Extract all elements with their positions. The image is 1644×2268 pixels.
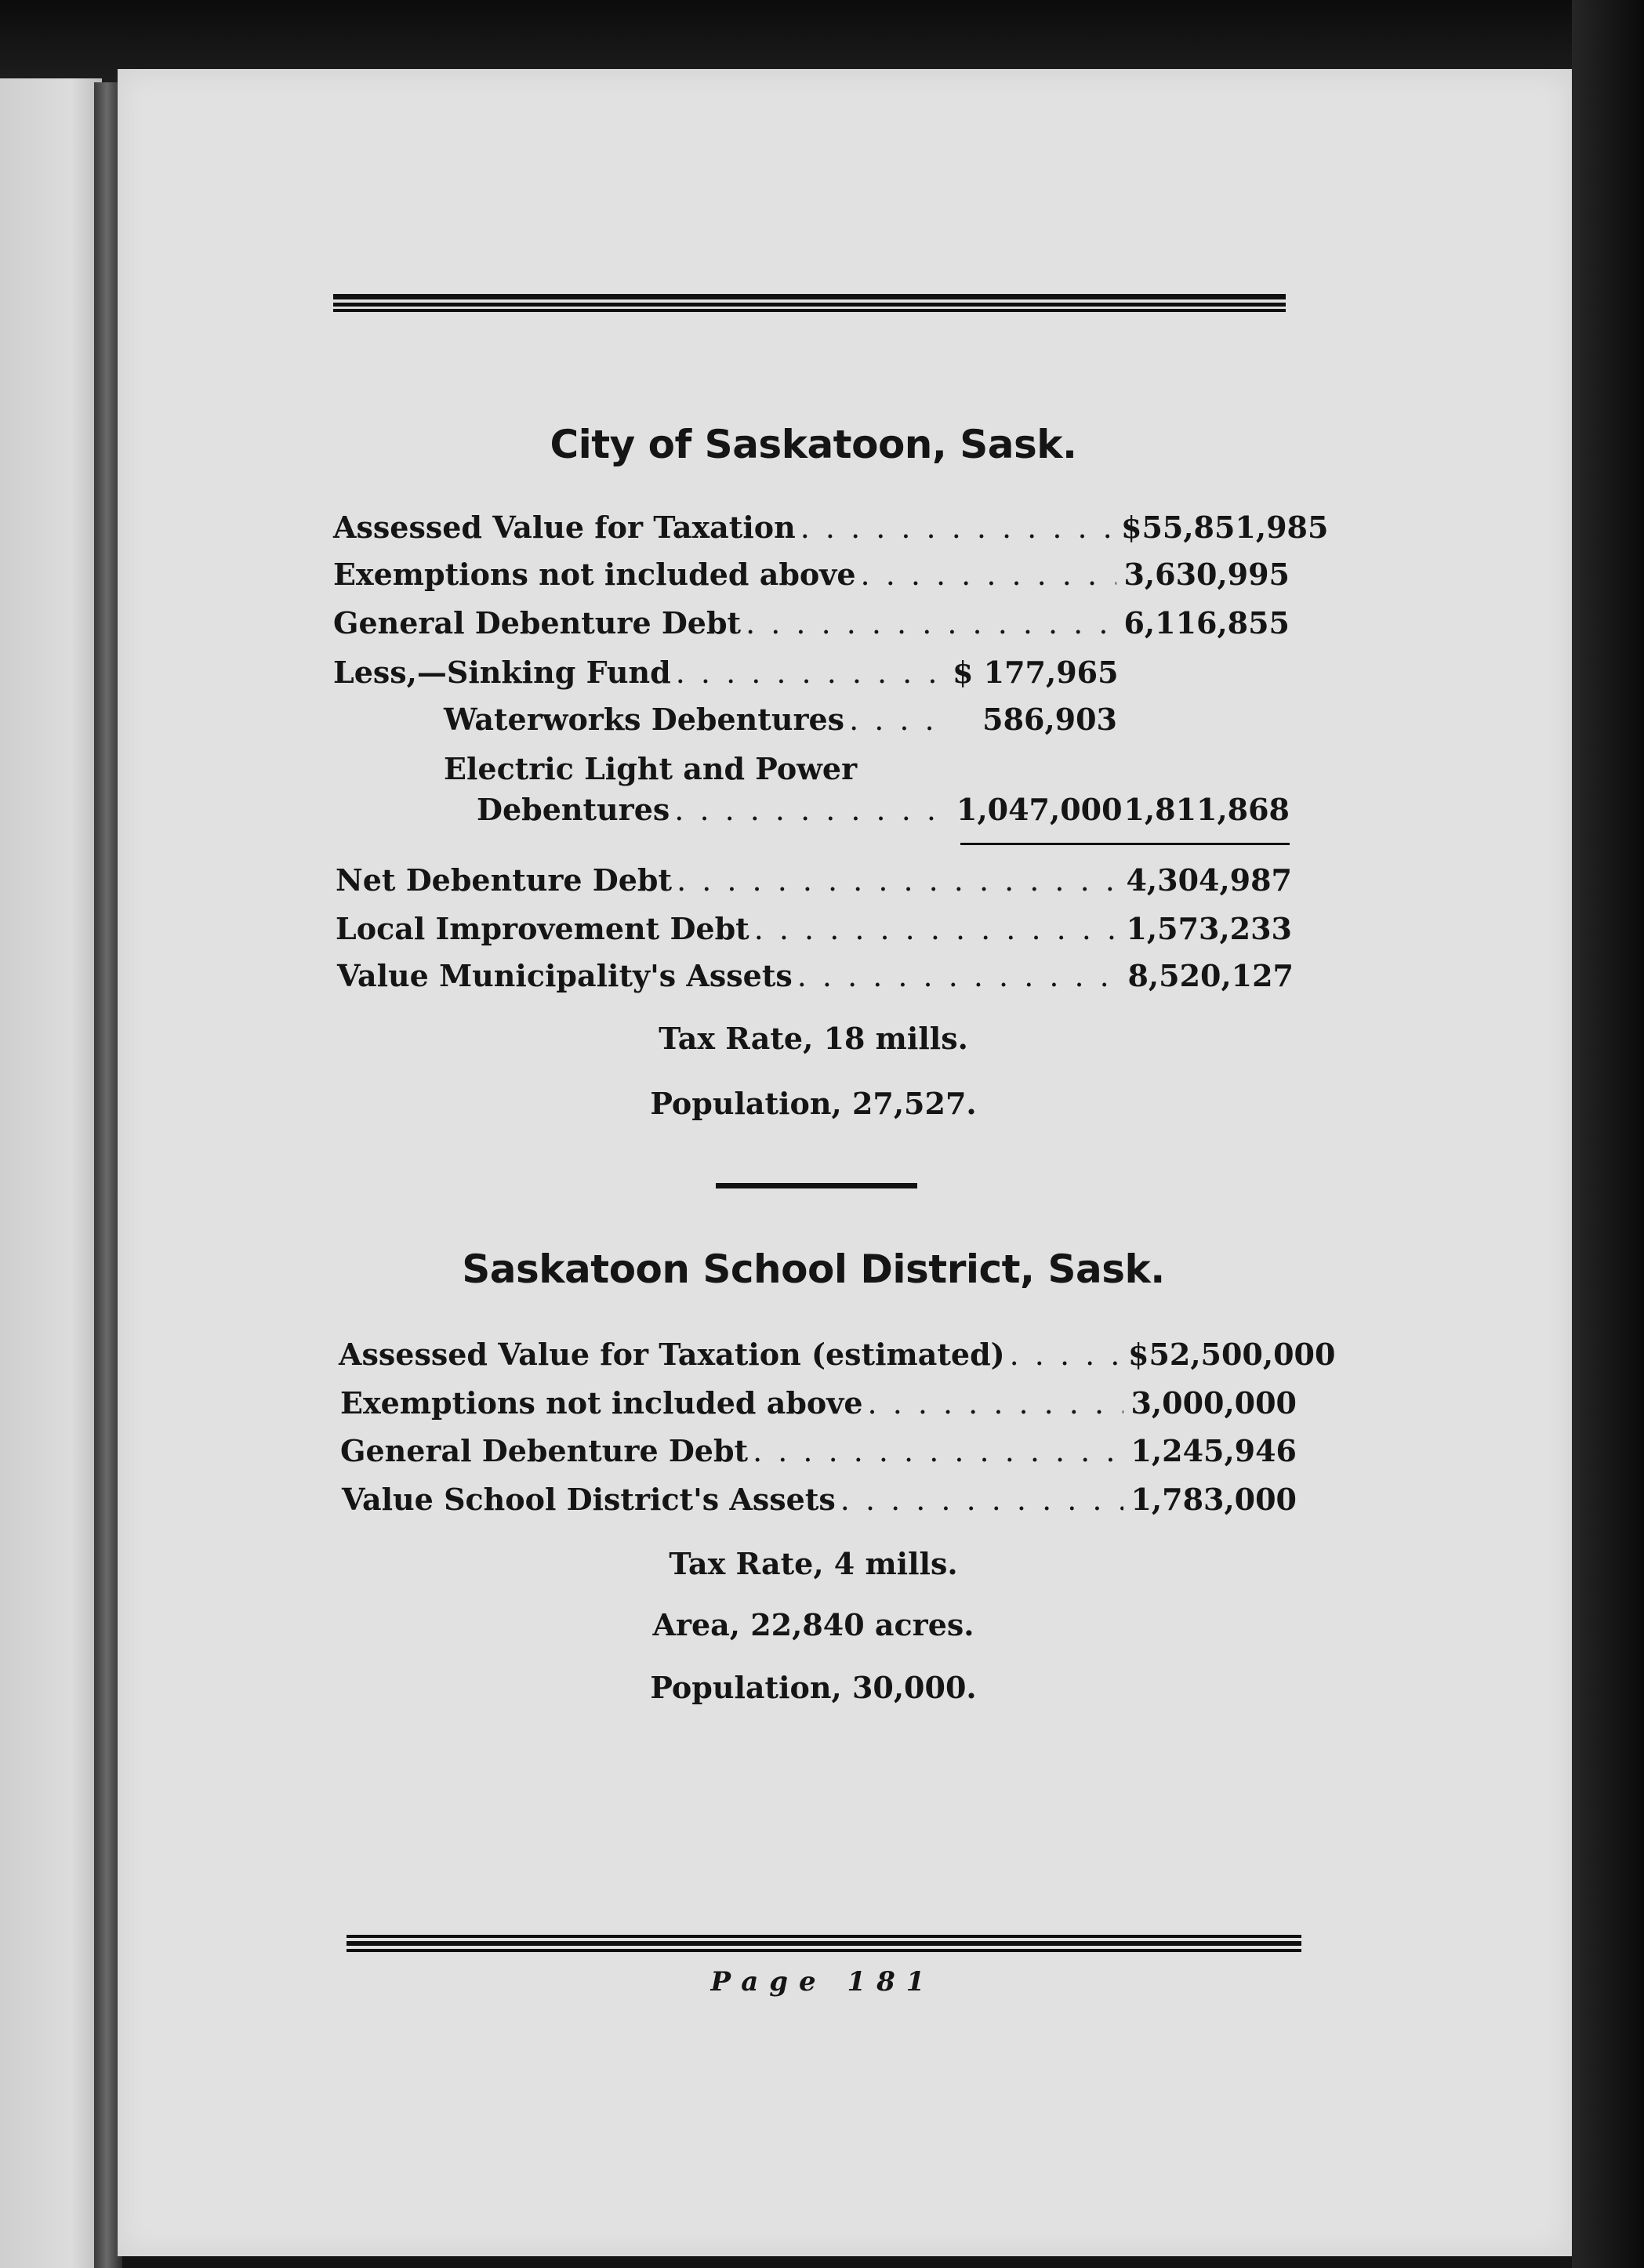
row-value: 4,304,987 xyxy=(1126,862,1292,898)
row-label: Value Municipality's Assets xyxy=(337,958,793,993)
row-value: 3,630,995 xyxy=(1123,557,1290,592)
city-population: Population, 27,527. xyxy=(650,1086,977,1121)
row-label: Electric Light and Power xyxy=(444,751,858,786)
row-subvalue: 1,047,000 xyxy=(956,792,1123,827)
school-population: Population, 30,000. xyxy=(650,1670,977,1705)
bottom-decorative-rule xyxy=(347,1935,1301,1952)
row-label: Assessed Value for Taxation (estimated) xyxy=(339,1337,1005,1372)
row-value: 1,783,000 xyxy=(1130,1482,1297,1517)
city-row-net-debenture xyxy=(336,862,1292,898)
school-row-exemptions xyxy=(340,1385,1297,1421)
school-tax-rate: Tax Rate, 4 mills. xyxy=(669,1546,958,1581)
city-section-title: City of Saskatoon, Sask. xyxy=(550,422,1077,467)
page-number: Page 181 xyxy=(710,1966,936,1998)
row-label: Debentures xyxy=(477,792,670,827)
city-tax-rate: Tax Rate, 18 mills. xyxy=(659,1021,968,1056)
city-row-exemptions xyxy=(333,557,1290,592)
row-value: 1,573,233 xyxy=(1126,911,1292,946)
row-label: Less,—Sinking Fund xyxy=(333,655,671,690)
row-subvalue: $ 177,965 xyxy=(953,655,1119,690)
city-row-electric-light xyxy=(444,751,1117,786)
city-row-general-debenture xyxy=(333,605,1290,640)
city-row-local-improvement xyxy=(336,911,1292,946)
document-page xyxy=(118,69,1572,2256)
facing-page-edge xyxy=(0,78,102,2268)
row-label: Net Debenture Debt xyxy=(336,862,673,898)
city-row-debentures xyxy=(477,792,1290,827)
row-label: Assessed Value for Taxation xyxy=(333,510,796,545)
school-row-district-assets xyxy=(342,1482,1297,1517)
school-row-general-debenture xyxy=(340,1433,1297,1468)
row-label: General Debenture Debt xyxy=(333,605,742,640)
row-subvalue: 586,903 xyxy=(982,702,1117,737)
section-divider xyxy=(716,1183,917,1188)
row-value: 1,245,946 xyxy=(1130,1433,1297,1468)
city-row-assessed-value xyxy=(333,510,1329,545)
city-row-municipality-assets xyxy=(337,958,1294,993)
top-decorative-rule xyxy=(333,294,1286,312)
row-value: 1,811,868 xyxy=(1123,792,1290,827)
row-value: 6,116,855 xyxy=(1123,605,1290,640)
school-row-assessed-value xyxy=(339,1337,1336,1372)
row-label: Local Improvement Debt xyxy=(336,911,749,946)
row-label: General Debenture Debt xyxy=(340,1433,749,1468)
row-value: 8,520,127 xyxy=(1127,958,1294,993)
row-value: 3,000,000 xyxy=(1130,1385,1297,1421)
school-section-title: Saskatoon School District, Sask. xyxy=(462,1246,1165,1292)
row-label: Waterworks Debentures xyxy=(444,702,845,737)
city-row-sinking-fund xyxy=(333,655,1117,690)
sum-rule xyxy=(960,843,1290,845)
school-area: Area, 22,840 acres. xyxy=(652,1607,974,1642)
row-value: $55,851,985 xyxy=(1121,510,1329,545)
city-row-waterworks xyxy=(444,702,1117,737)
row-label: Exemptions not included above xyxy=(340,1385,863,1421)
row-label: Exemptions not included above xyxy=(333,557,856,592)
row-value: $52,500,000 xyxy=(1128,1337,1336,1372)
scanner-background-right xyxy=(1572,0,1644,2268)
row-label: Value School District's Assets xyxy=(342,1482,836,1517)
